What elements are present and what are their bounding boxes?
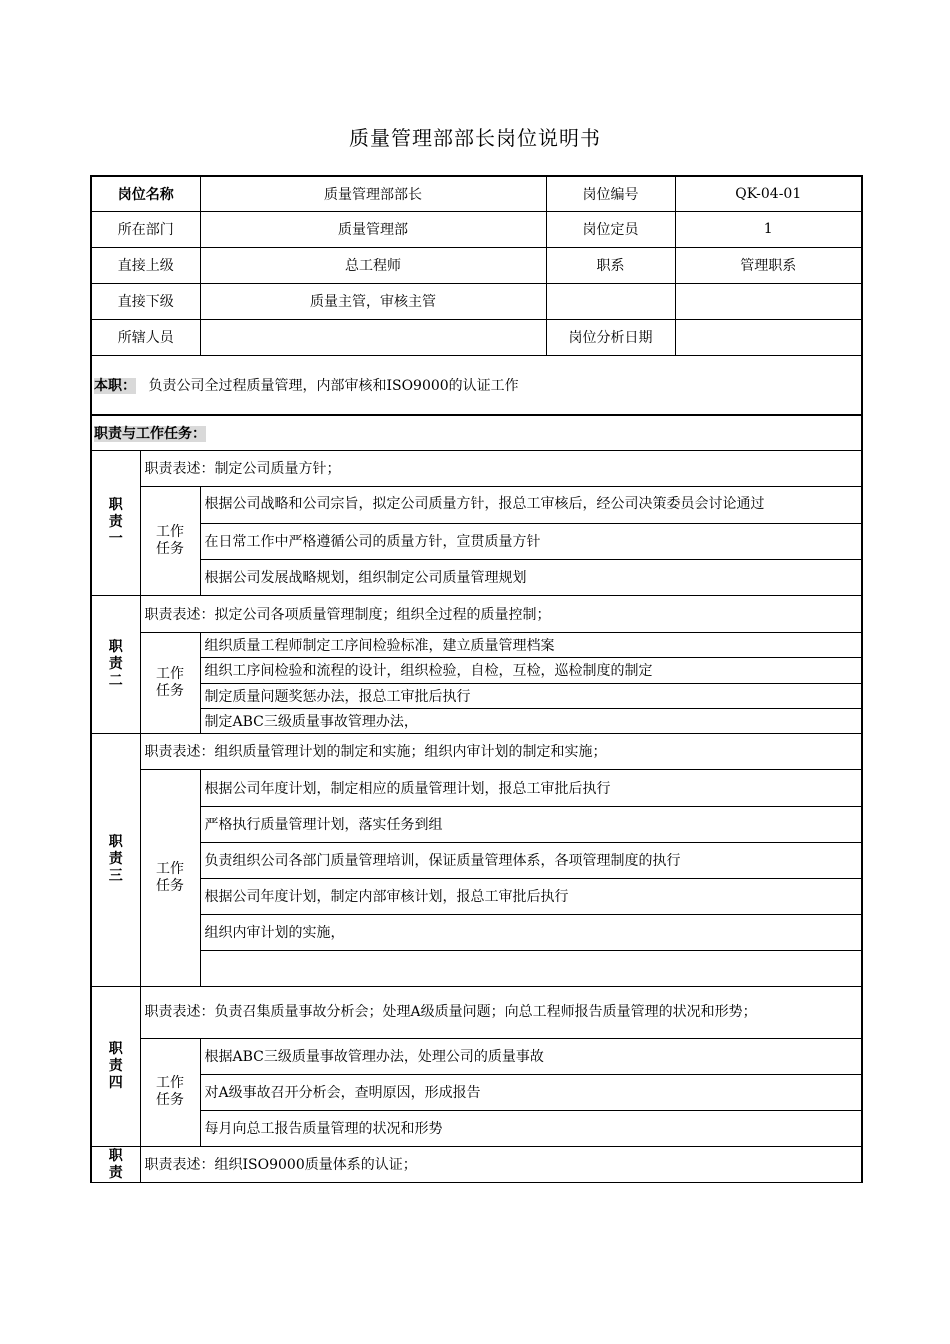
page-title: 质量管理部部长岗位说明书	[349, 126, 601, 150]
duty-3-task-1: 根据公司年度计划，制定相应的质量管理计划，报总工审批后执行	[200, 769, 862, 806]
duty-3-task-label: 工作 任务	[140, 769, 200, 986]
job-code-label: 岗位编号	[546, 176, 675, 211]
analysis-date-label: 岗位分析日期	[546, 319, 675, 355]
duty-2-task-label: 工作 任务	[140, 632, 200, 733]
duty-3-task-6	[200, 950, 862, 986]
duty-3-task-4: 根据公司年度计划，制定内部审核计划，报总工审批后执行	[200, 878, 862, 914]
duty-3-desc: 职责表述：组织质量管理计划的制定和实施；组织内审计划的制定和实施；	[140, 733, 862, 769]
duty-1-task-3: 根据公司发展战略规划，组织制定公司质量管理规划	[200, 559, 862, 595]
duty-2-task-1: 组织质量工程师制定工序间检验标准，建立质量管理档案	[200, 632, 862, 657]
empty-cell	[546, 283, 675, 319]
subordinate-label: 直接下级	[91, 283, 200, 319]
duty-3-task-5: 组织内审计划的实施，	[200, 914, 862, 950]
duties-header	[91, 415, 862, 450]
staff-value	[200, 319, 546, 355]
duty-3-task-3: 负责组织公司各部门质量管理培训，保证质量管理体系，各项管理制度的执行	[200, 842, 862, 878]
duty-2-task-2: 组织工序间检验和流程的设计，组织检验，自检，互检，巡检制度的制定	[200, 657, 862, 683]
duty-4-task-3: 每月向总工报告质量管理的状况和形势	[200, 1110, 862, 1146]
duty-1-desc: 职责表述：制定公司质量方针；	[140, 450, 862, 486]
core-text: 负责公司全过程质量管理，内部审核和ISO9000的认证工作	[148, 377, 519, 394]
duties-header-label: 职责与工作任务：	[94, 425, 206, 442]
dept-value: 质量管理部	[200, 211, 546, 247]
duty-4-task-label: 工作 任务	[140, 1038, 200, 1146]
core-responsibility	[91, 355, 862, 415]
duty-1-task-1: 根据公司战略和公司宗旨，拟定公司质量方针，报总工审核后，经公司决策委员会讨论通过	[200, 486, 862, 523]
duty-2-task-4: 制定ABC三级质量事故管理办法，	[200, 708, 862, 733]
duty-5-label: 职 责	[91, 1146, 140, 1182]
quota-value: 1	[675, 211, 862, 247]
series-label: 职系	[546, 247, 675, 283]
duty-4-label: 职 责 四	[91, 986, 140, 1146]
duty-4-task-1: 根据ABC三级质量事故管理办法，处理公司的质量事故	[200, 1038, 862, 1074]
duty-4-task-2: 对A级事故召开分析会，查明原因，形成报告	[200, 1074, 862, 1110]
duty-2-label: 职 责 二	[91, 595, 140, 733]
core-label: 本职：	[94, 377, 136, 394]
quota-label: 岗位定员	[546, 211, 675, 247]
subordinate-value: 质量主管，审核主管	[200, 283, 546, 319]
duty-1-label: 职 责 一	[91, 450, 140, 595]
duty-1-task-label: 工作 任务	[140, 486, 200, 595]
duty-3-task-2: 严格执行质量管理计划，落实任务到组	[200, 806, 862, 842]
duty-5-desc: 职责表述：组织ISO9000质量体系的认证；	[140, 1146, 862, 1182]
duty-2-task-3: 制定质量问题奖惩办法，报总工审批后执行	[200, 683, 862, 708]
superior-label: 直接上级	[91, 247, 200, 283]
duty-2-desc: 职责表述：拟定公司各项质量管理制度；组织全过程的质量控制；	[140, 595, 862, 632]
empty-cell	[675, 283, 862, 319]
analysis-date-value	[675, 319, 862, 355]
duty-1-task-2: 在日常工作中严格遵循公司的质量方针，宣贯质量方针	[200, 523, 862, 559]
staff-label: 所辖人员	[91, 319, 200, 355]
series-value: 管理职系	[675, 247, 862, 283]
job-code-value: QK-04-01	[675, 176, 862, 211]
dept-label: 所在部门	[91, 211, 200, 247]
job-name-label: 岗位名称	[91, 176, 200, 211]
superior-value: 总工程师	[200, 247, 546, 283]
duty-4-desc: 职责表述：负责召集质量事故分析会；处理A级质量问题；向总工程师报告质量管理的状况和形势；	[140, 986, 862, 1038]
job-description-table	[90, 175, 863, 1183]
job-name-value: 质量管理部部长	[200, 176, 546, 211]
duty-3-label: 职 责 三	[91, 733, 140, 986]
